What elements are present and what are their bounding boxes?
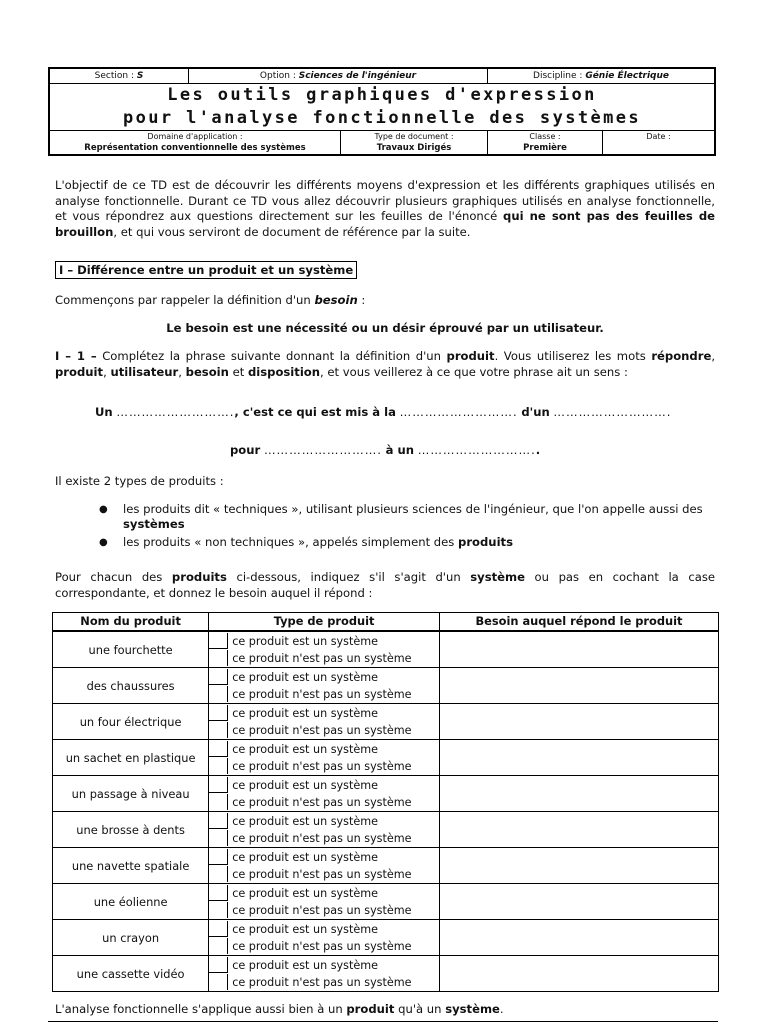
checkbox-system[interactable] — [209, 633, 228, 649]
discipline-label: Discipline : — [533, 71, 583, 81]
checkbox-system[interactable] — [209, 777, 228, 793]
q-produit: produit — [446, 349, 495, 363]
classe-value: Première — [523, 143, 567, 153]
besoin-definition: Le besoin est une nécessité ou un désir éprouvé par un utilisateur. — [166, 321, 604, 335]
product-need-cell[interactable] — [439, 812, 718, 848]
title-line-1: Les outils graphiques d'expression — [167, 85, 597, 105]
product-type-cell — [209, 956, 440, 992]
q-text-1: Complétez la phrase suivante donnant la définition d'un — [96, 349, 447, 363]
section-1-title: I – Différence entre un produit et un système — [55, 261, 357, 279]
date-label: Date : — [646, 132, 671, 141]
product-need-cell[interactable] — [439, 740, 718, 776]
option-not-system-label: ce produit n'est pas un système — [232, 867, 412, 881]
intro-text-end: , et qui vous serviront de document de référence par la suite. — [113, 224, 471, 239]
checkbox-not-system[interactable] — [209, 758, 228, 774]
header-type: Type de produit — [209, 613, 440, 632]
checkbox-system[interactable] — [209, 921, 228, 937]
product-types-list — [95, 502, 717, 553]
checkbox-not-system[interactable] — [209, 974, 228, 990]
product-type-cell — [209, 848, 440, 884]
title-block — [50, 84, 714, 130]
classe-cell — [488, 131, 603, 154]
word-besoin: besoin — [185, 364, 229, 379]
table-row — [53, 740, 719, 776]
blank-3[interactable]: ………………………. — [553, 405, 672, 419]
option-not-system-label: ce produit n'est pas un système — [232, 687, 412, 701]
checkbox-not-system[interactable] — [209, 686, 228, 702]
checkbox-system[interactable] — [209, 885, 228, 901]
product-need-cell[interactable] — [439, 776, 718, 812]
checkbox-not-system[interactable] — [209, 830, 228, 846]
option-system-label: ce produit est un système — [232, 778, 379, 792]
intro-paragraph — [55, 178, 715, 240]
fill-line-1 — [95, 405, 715, 421]
option-system-label: ce produit est un système — [232, 814, 379, 828]
option-not-system-label: ce produit n'est pas un système — [232, 651, 412, 665]
table-row — [53, 884, 719, 920]
checkbox-system[interactable] — [209, 957, 228, 973]
product-name: des chaussures — [53, 668, 209, 704]
lead-end: : — [357, 293, 366, 307]
discipline-value: Génie Électrique — [585, 71, 669, 81]
closing-text-3: . — [499, 1002, 504, 1016]
option-label: Option : — [259, 71, 296, 81]
word-disposition: disposition — [247, 364, 321, 379]
product-type-cell — [209, 704, 440, 740]
closing-bold-1: produit — [346, 1002, 395, 1016]
checkbox-not-system[interactable] — [209, 794, 228, 810]
option-value: Sciences de l'ingénieur — [298, 71, 417, 81]
blank-4[interactable]: ………………………. — [263, 443, 382, 457]
types-intro: Il existe 2 types de produits : — [55, 474, 224, 488]
section-value: S — [136, 71, 144, 81]
section-label: Section : — [94, 71, 134, 81]
fill-end: . — [535, 443, 541, 457]
bullet-2-text: les produits « non techniques », appelés simplement des — [123, 535, 459, 549]
word-et: et — [228, 364, 248, 379]
option-system-label: ce produit est un système — [232, 886, 379, 900]
bullet-1-bold: systèmes — [123, 517, 185, 531]
product-type-cell — [209, 740, 440, 776]
header-nom: Nom du produit — [53, 613, 209, 632]
type-doc-value: Travaux Dirigés — [376, 143, 452, 153]
option-system-label: ce produit est un système — [232, 742, 379, 756]
product-name: un sachet en plastique — [53, 740, 209, 776]
product-name: une cassette vidéo — [53, 956, 209, 992]
table-row — [53, 631, 719, 668]
header-title-row — [50, 84, 714, 131]
table-intro — [55, 570, 715, 601]
table-header-row — [53, 613, 719, 632]
table-row — [53, 668, 719, 704]
checkbox-not-system[interactable] — [209, 650, 228, 666]
type-doc-label: Type de document : — [374, 132, 454, 141]
checkbox-system[interactable] — [209, 741, 228, 757]
product-name: un four électrique — [53, 704, 209, 740]
product-name: un passage à niveau — [53, 776, 209, 812]
products-table — [52, 612, 719, 992]
date-cell — [603, 131, 714, 154]
option-not-system-label: ce produit n'est pas un système — [232, 795, 412, 809]
table-row — [53, 956, 719, 992]
product-name: une fourchette — [53, 631, 209, 668]
product-name: une éolienne — [53, 884, 209, 920]
header-bottom-row — [50, 131, 714, 154]
product-name: une brosse à dents — [53, 812, 209, 848]
table-row — [53, 812, 719, 848]
footer-rule — [48, 1021, 718, 1022]
product-need-cell[interactable] — [439, 668, 718, 704]
closing-sentence — [55, 1002, 715, 1018]
fill-aun: à un — [385, 443, 415, 457]
blank-5[interactable]: ………………………. — [417, 443, 536, 457]
option-not-system-label: ce produit n'est pas un système — [232, 723, 412, 737]
fill-pour: pour — [230, 443, 261, 457]
section-cell — [50, 69, 189, 83]
besoin-lead — [55, 293, 715, 309]
q-text-3: , et vous veillerez à ce que votre phrase ait un sens : — [320, 364, 628, 379]
product-type-cell — [209, 920, 440, 956]
question-number: I – 1 – — [55, 349, 97, 363]
fill-mid: , c'est ce qui est mis à la — [234, 405, 396, 419]
lead-bold: besoin — [314, 293, 358, 307]
intro-bold: qui ne sont pas des feuilles de brouillon — [55, 209, 716, 239]
checkbox-system[interactable] — [209, 669, 228, 685]
checkbox-not-system[interactable] — [209, 938, 228, 954]
word-utilisateur: utilisateur — [110, 364, 179, 379]
header-besoin: Besoin auquel répond le produit — [439, 613, 718, 632]
classe-label: Classe : — [529, 132, 561, 141]
product-name: un crayon — [53, 920, 209, 956]
fill-line-2 — [230, 443, 710, 459]
date-value — [603, 142, 714, 154]
option-not-system-label: ce produit n'est pas un système — [232, 903, 412, 917]
product-need-cell[interactable] — [439, 956, 718, 992]
checkbox-not-system[interactable] — [209, 902, 228, 918]
intro-text: L'objectif de ce TD est de découvrir les différents moyens d'expression et les différents graphiques utilisés en analyse fonctionnelle. Durant ce TD vous allez découvrir plusieurs graphiques utilisés en analyse fonctionnelle, et vous répondrez aux questions directement sur les feuilles de l'énoncé — [55, 178, 715, 223]
checkbox-system[interactable] — [209, 813, 228, 829]
checkbox-system[interactable] — [209, 705, 228, 721]
header-top-row — [50, 69, 714, 84]
option-system-label: ce produit est un système — [232, 958, 379, 972]
option-system-label: ce produit est un système — [232, 634, 379, 648]
table-intro-1: Pour chacun des — [55, 570, 172, 584]
table-row — [53, 848, 719, 884]
option-system-label: ce produit est un système — [232, 706, 379, 720]
document-header — [48, 67, 716, 156]
closing-bold-2: système — [445, 1002, 500, 1016]
closing-text-2: qu'à un — [394, 1002, 446, 1016]
domaine-value: Représentation conventionnelle des systèmes — [84, 143, 306, 153]
product-name: une navette spatiale — [53, 848, 209, 884]
product-type-cell — [209, 812, 440, 848]
table-intro-b2: système — [470, 570, 525, 584]
product-need-cell[interactable] — [439, 631, 718, 668]
table-row — [53, 776, 719, 812]
type-doc-cell — [341, 131, 488, 154]
option-not-system-label: ce produit n'est pas un système — [232, 975, 412, 989]
q-text-2: . Vous utiliserez les mots — [494, 349, 652, 363]
product-type-cell — [209, 668, 440, 704]
list-item — [95, 502, 717, 532]
fill-un: Un — [95, 405, 113, 419]
checkbox-not-system[interactable] — [209, 722, 228, 738]
table-row — [53, 704, 719, 740]
table-intro-2: ci-dessous, indiquez s'il s'agit d'un — [226, 570, 471, 584]
option-system-label: ce produit est un système — [232, 850, 379, 864]
table-intro-3: ou pas en cochant la case correspondante, et donnez le besoin auquel il répond : — [55, 570, 715, 600]
question-1: I – 1 – Complétez la phrase suivante donnant la définition d'un produit. Vous utiliserez les mots répondre, produit, utilisateur, besoin et disposition, et vous veillerez à ce que votre phrase ait un sens : — [55, 349, 715, 379]
table-row — [53, 920, 719, 956]
product-type-cell — [209, 631, 440, 668]
checkbox-not-system[interactable] — [209, 866, 228, 882]
checkbox-system[interactable] — [209, 849, 228, 865]
bullet-2-bold: produits — [458, 535, 513, 549]
product-need-cell[interactable] — [439, 848, 718, 884]
list-item — [95, 535, 717, 550]
blank-1[interactable]: ………………………. — [116, 405, 235, 419]
domaine-label: Domaine d'application : — [147, 132, 243, 141]
discipline-cell — [488, 69, 714, 83]
option-cell — [189, 69, 488, 83]
table-intro-b1: produits — [171, 570, 227, 584]
option-not-system-label: ce produit n'est pas un système — [232, 939, 412, 953]
option-system-label: ce produit est un système — [232, 670, 379, 684]
lead-text: Commençons par rappeler la définition d'un — [55, 293, 311, 307]
option-system-label: ce produit est un système — [232, 922, 379, 936]
product-type-cell — [209, 884, 440, 920]
product-need-cell[interactable] — [439, 884, 718, 920]
product-need-cell[interactable] — [439, 920, 718, 956]
product-type-cell — [209, 776, 440, 812]
option-not-system-label: ce produit n'est pas un système — [232, 759, 412, 773]
fill-dun: d'un — [521, 405, 550, 419]
title-line-2: pour l'analyse fonctionnelle des systèmes — [122, 108, 642, 128]
bullet-1-text: les produits dit « techniques », utilisant plusieurs sciences de l'ingénieur, que l'on appelle aussi des — [123, 502, 703, 516]
closing-text-1: L'analyse fonctionnelle s'applique aussi bien à un — [55, 1002, 347, 1016]
option-not-system-label: ce produit n'est pas un système — [232, 831, 412, 845]
blank-2[interactable]: ………………………. — [399, 405, 518, 419]
product-need-cell[interactable] — [439, 704, 718, 740]
word-produit: produit — [55, 364, 104, 379]
domaine-cell — [50, 131, 341, 154]
word-repondre: répondre — [651, 349, 712, 363]
